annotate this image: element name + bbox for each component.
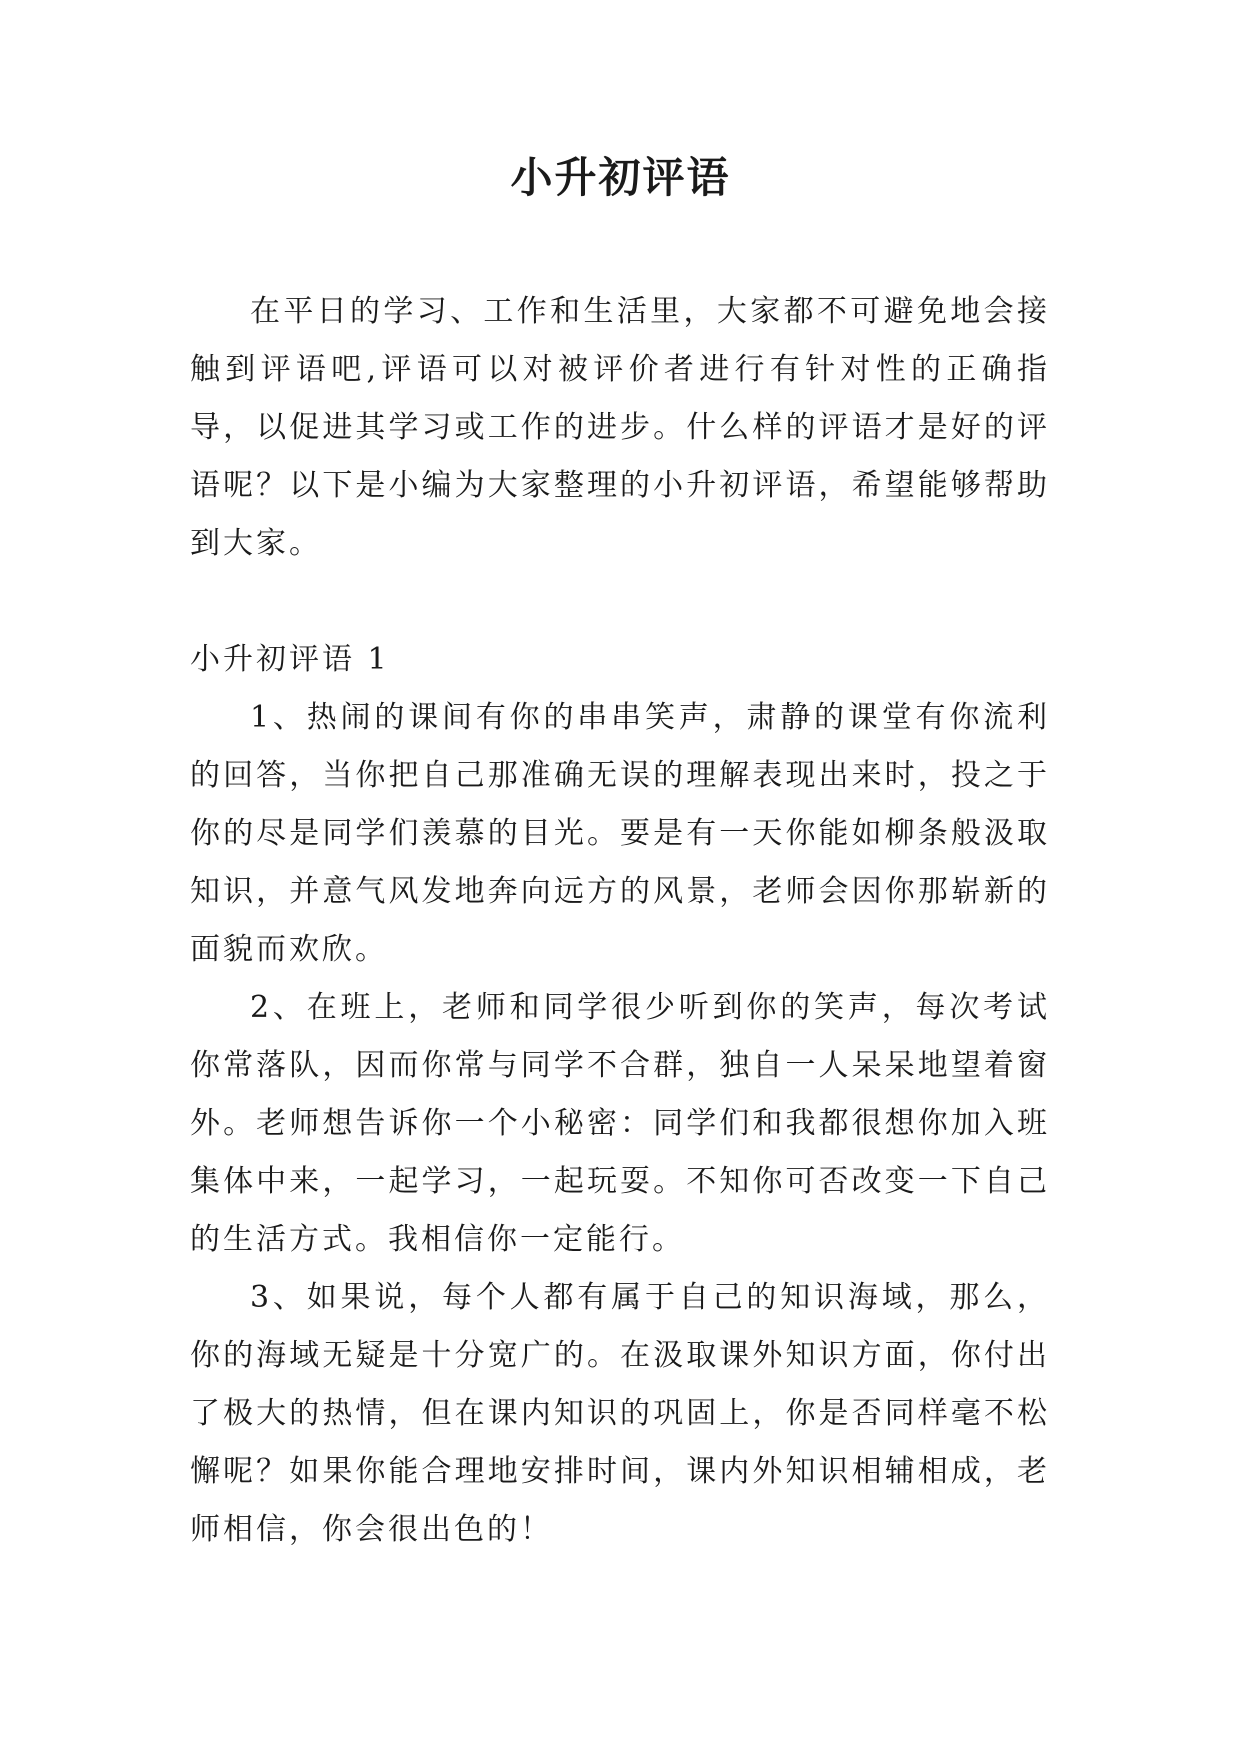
document-title: 小升初评语 — [510, 153, 731, 202]
comment-item-2: 2、在班上，老师和同学很少听到你的笑声，每次考试你常落队，因而你常与同学不合群，独自一人呆呆地望着窗外。老师想告诉你一个小秘密：同学们和我都很想你加入班集体中来，一起学习，一起玩耍。不知你可否改变一下自己的生活方式。我相信你一定能行。 — [190, 990, 1050, 1257]
document-body — [190, 283, 1050, 1559]
intro-paragraph: 在平日的学习、工作和生活里，大家都不可避免地会接触到评语吧,评语可以对被评价者进行有针对性的正确指导，以促进其学习或工作的进步。什么样的评语才是好的评语呢？以下是小编为大家整理的小升初评语，希望能够帮助到大家。 — [190, 294, 1050, 561]
comment-item-3: 3、如果说，每个人都有属于自己的知识海域，那么，你的海域无疑是十分宽广的。在汲取课外知识方面，你付出了极大的热情，但在课内知识的巩固上，你是否同样毫不松懈呢？如果你能合理地安排时间，课内外知识相辅相成，老师相信，你会很出色的！ — [190, 1280, 1050, 1547]
comment-item-1: 1、热闹的课间有你的串串笑声，肃静的课堂有你流利的回答，当你把自己那准确无误的理解表现出来时，投之于你的尽是同学们羡慕的目光。要是有一天你能如柳条般汲取知识，并意气风发地奔向远方的风景，老师会因你那崭新的面貌而欢欣。 — [190, 700, 1050, 967]
section-heading: 小升初评语 1 — [190, 642, 390, 677]
